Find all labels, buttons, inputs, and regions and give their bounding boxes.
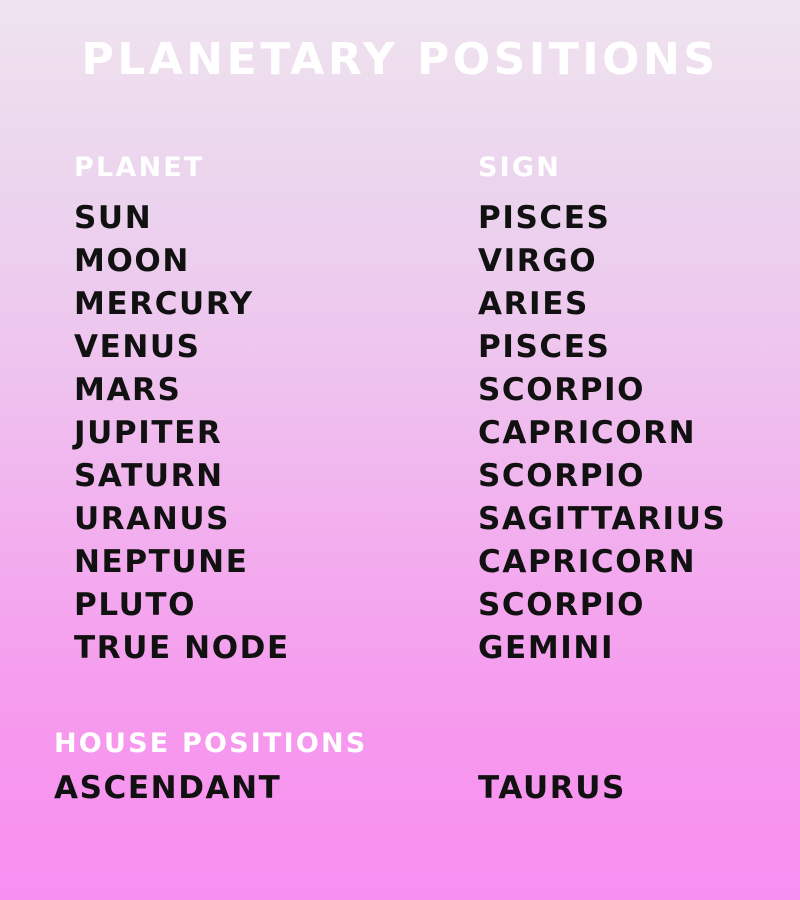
table-row (74, 200, 760, 243)
cell-planet: NEPTUNE (74, 544, 249, 580)
cell-planet: URANUS (74, 501, 231, 537)
table-row (74, 415, 760, 458)
cell-planet: SATURN (74, 458, 224, 494)
house-positions-title: HOUSE POSITIONS (54, 728, 368, 759)
column-header-sign: SIGN (478, 152, 562, 183)
cell-planet: VENUS (74, 329, 201, 365)
cell-sign: SCORPIO (478, 458, 646, 494)
cell-sign: CAPRICORN (478, 415, 697, 451)
cell-sign: VIRGO (478, 243, 598, 279)
cell-house-sign: TAURUS (478, 770, 626, 806)
column-header-planet: PLANET (74, 152, 205, 183)
house-row (54, 770, 760, 806)
table-row (74, 372, 760, 415)
cell-house-point: ASCENDANT (54, 770, 282, 806)
table-row (74, 286, 760, 329)
cell-planet: PLUTO (74, 587, 197, 623)
table-row (74, 501, 760, 544)
table-row (74, 587, 760, 630)
cell-sign: PISCES (478, 329, 611, 365)
table-row (74, 243, 760, 286)
cell-sign: GEMINI (478, 630, 615, 666)
cell-sign: ARIES (478, 286, 589, 322)
cell-planet: JUPITER (74, 415, 223, 451)
cell-sign: CAPRICORN (478, 544, 697, 580)
cell-planet: TRUE NODE (74, 630, 290, 666)
cell-sign: PISCES (478, 200, 611, 236)
cell-sign: SCORPIO (478, 372, 646, 408)
cell-planet: MOON (74, 243, 190, 279)
cell-sign: SAGITTARIUS (478, 501, 727, 537)
table-row (74, 329, 760, 372)
cell-planet: SUN (74, 200, 153, 236)
table-header-row (74, 152, 760, 200)
cell-planet: MERCURY (74, 286, 254, 322)
cell-planet: MARS (74, 372, 182, 408)
table-row (74, 544, 760, 587)
table-row (74, 630, 760, 673)
planetary-positions-table (74, 152, 760, 673)
page-title: PLANETARY POSITIONS (81, 34, 719, 85)
cell-sign: SCORPIO (478, 587, 646, 623)
table-row (74, 458, 760, 501)
house-positions-section (54, 728, 760, 806)
